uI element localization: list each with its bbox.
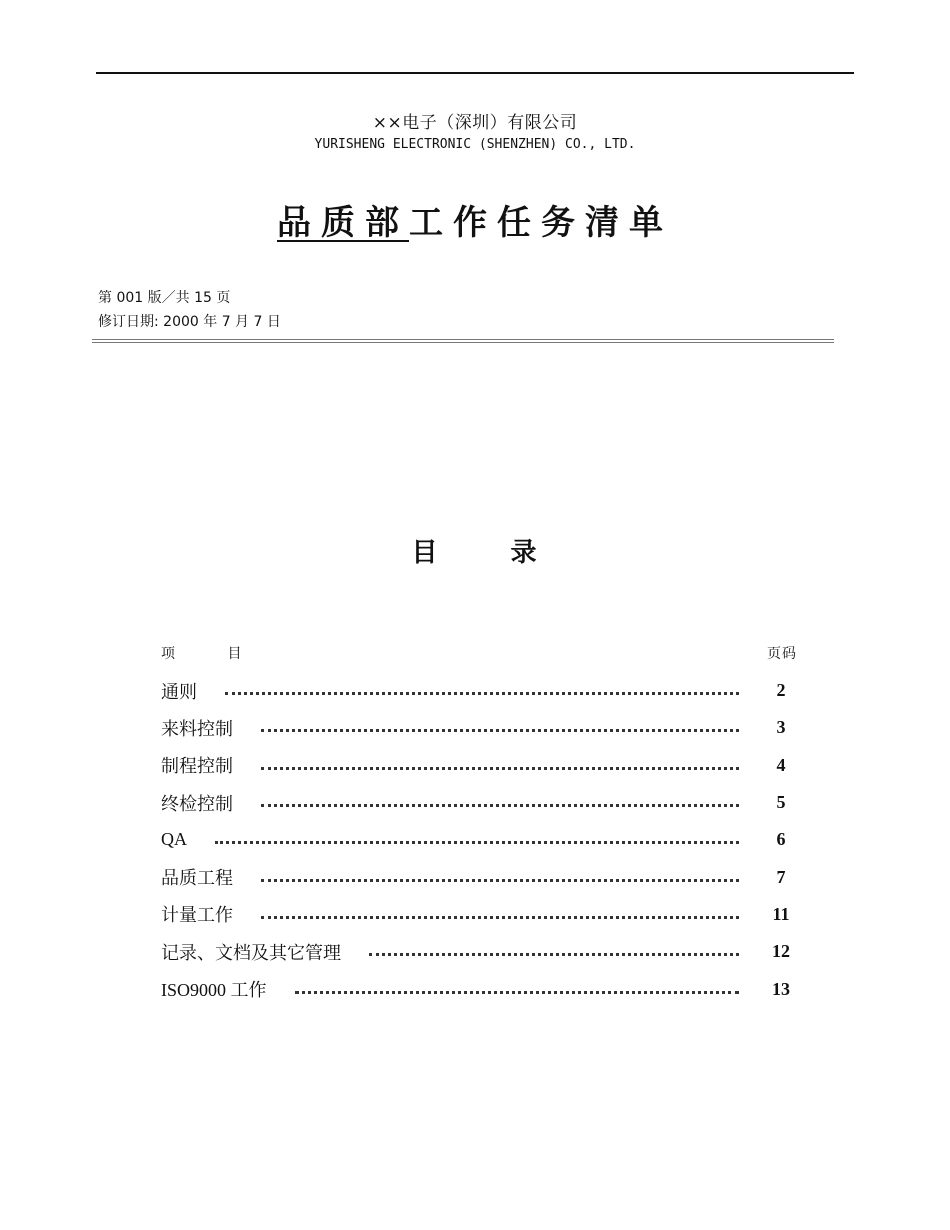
toc-entry-page: 13	[772, 978, 790, 999]
toc-entry-page: 4	[776, 754, 786, 775]
toc-entry-label: 计量工作	[161, 905, 233, 927]
revision-date: 修订日期: 2000 年 7 月 7 日	[98, 314, 281, 330]
toc-leader-dots	[225, 674, 739, 695]
toc-entry[interactable]	[161, 896, 801, 933]
toc-leader-dots	[369, 935, 739, 956]
toc-column-page: 页码	[767, 646, 797, 662]
toc-leader-dots	[261, 898, 739, 919]
toc-entry-label: 终检控制	[161, 793, 233, 815]
toc-entry[interactable]	[161, 858, 801, 895]
document-title-department: 品质部	[277, 203, 409, 243]
toc-entry[interactable]	[161, 784, 801, 821]
toc-leader-dots	[295, 973, 739, 994]
document-title-rest: 工作任务清单	[409, 203, 673, 243]
section-divider	[92, 339, 834, 343]
toc-entry-page: 3	[776, 717, 786, 738]
toc-entry-page: 11	[772, 903, 790, 924]
toc-entry-label: 制程控制	[161, 756, 233, 778]
toc-entry[interactable]	[161, 672, 801, 709]
toc-leader-dots	[261, 861, 739, 882]
toc-entry-label: 通则	[161, 681, 197, 703]
company-name-en: YURISHENG ELECTRONIC (SHENZHEN) CO., LTD.	[314, 137, 636, 152]
toc-entry-label: QA	[161, 829, 187, 850]
toc-entry-page: 5	[776, 792, 786, 813]
toc-entry-label: 来料控制	[161, 718, 233, 740]
toc-entry[interactable]	[161, 821, 801, 858]
toc-leader-dots	[261, 711, 739, 732]
edition-info: 第 001 版／共 15 页	[98, 290, 231, 306]
toc-list	[161, 672, 801, 1008]
toc-entry-label: 记录、文档及其它管理	[161, 942, 341, 964]
toc-column-item: 项 目	[161, 646, 242, 662]
toc-entry-page: 12	[772, 941, 790, 962]
toc-entry[interactable]	[161, 747, 801, 784]
toc-entry-page: 2	[776, 680, 786, 701]
toc-entry[interactable]	[161, 933, 801, 970]
company-name-cn: ××电子（深圳）有限公司	[372, 113, 578, 133]
toc-entry-label: ISO9000 工作	[161, 980, 267, 1001]
toc-heading: 目 录	[411, 538, 539, 568]
toc-entry-page: 7	[776, 866, 786, 887]
toc-leader-dots	[215, 823, 739, 844]
toc-entry[interactable]	[161, 709, 801, 746]
toc-leader-dots	[261, 786, 739, 807]
top-rule	[96, 72, 854, 74]
document-title	[0, 195, 950, 244]
toc-entry[interactable]	[161, 970, 801, 1007]
toc-entry-label: 品质工程	[161, 868, 233, 890]
toc-entry-page: 6	[776, 829, 786, 850]
toc-leader-dots	[261, 749, 739, 770]
